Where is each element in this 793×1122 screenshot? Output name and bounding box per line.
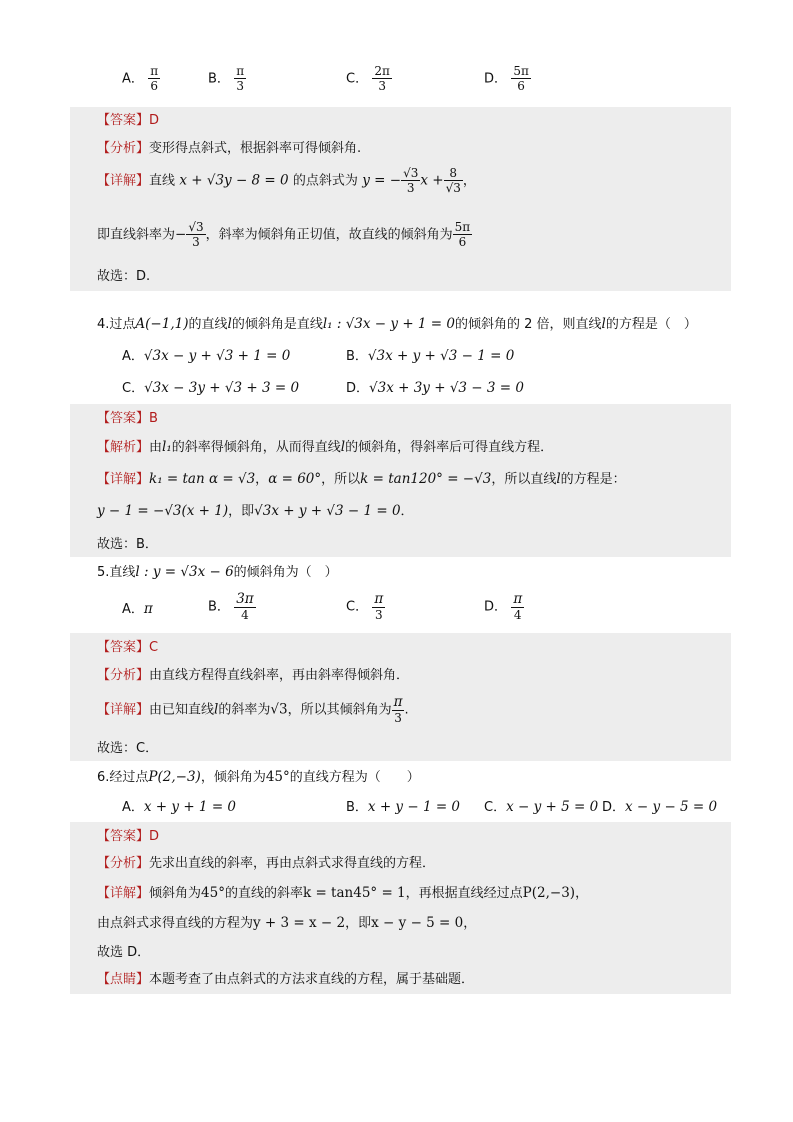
q5-option-d: D． $\frac{\pi}{4}$ <box>484 591 523 623</box>
q5-option-c: C． $\frac{\pi}{3}$ <box>346 591 384 623</box>
q6-option-a: A．x + y + 1 = 0 <box>122 799 237 815</box>
q6-comment: 【点睛】本题考查了由点斜式的方法求直线的方程，属于基础题． <box>97 972 475 987</box>
q4-option-d: D．√3x + 3y + √3 − 3 = 0 <box>346 380 524 396</box>
q4-analysis: 【解析】由l₁的斜率得倾斜角，从而得直线l的倾斜角，得斜率后可得直线方程． <box>97 439 554 455</box>
q3-solution-box <box>70 107 731 291</box>
q5-answer: 【答案】C <box>97 640 159 655</box>
q5-option-a: A．π <box>122 601 153 617</box>
q5-option-b: B． $\frac{3\pi}{4}$ <box>208 591 254 623</box>
q5-analysis: 【分析】由直线方程得直线斜率，再由斜率得倾斜角． <box>97 668 410 683</box>
q6-analysis: 【分析】先求出直线的斜率，再由点斜式求得直线的方程． <box>97 856 436 871</box>
q3-option-c: C． $\frac{2\pi}{3}$ <box>346 64 390 94</box>
q6-detail: 【详解】倾斜角为45°的直线的斜率k = tan45° = 1，再根据直线经过点P(2,−3)， <box>97 885 589 901</box>
q3-analysis: 【分析】变形得点斜式，根据斜率可得倾斜角. <box>97 141 362 156</box>
q3-conclusion: 故选：D. <box>97 269 151 284</box>
q4-conclusion: 故选：B． <box>97 537 158 552</box>
q3-option-a: A． $\frac{\pi}{6}$ <box>122 64 159 94</box>
q6-answer: 【答案】D <box>97 829 160 844</box>
q6-stem: 6.经过点P(2,−3)，倾斜角为45°的直线方程为（ ） <box>97 769 420 785</box>
q6-detail-line2: 由点斜式求得直线的方程为y + 3 = x − 2，即x − y − 5 = 0， <box>97 915 477 931</box>
q6-option-b: B．x + y − 1 = 0 <box>346 799 461 815</box>
q6-conclusion: 故选 D． <box>97 945 151 960</box>
q4-option-b: B．√3x + y + √3 − 1 = 0 <box>346 348 515 364</box>
q5-conclusion: 故选：C． <box>97 741 159 756</box>
q5-stem: 5.直线l : y = √3x − 6的倾斜角为（ ） <box>97 564 338 580</box>
q4-option-c: C．√3x − 3y + √3 + 3 = 0 <box>122 380 300 396</box>
q3-option-d: D． $\frac{5\pi}{6}$ <box>484 64 529 94</box>
q4-answer: 【答案】B <box>97 411 158 426</box>
q3-option-b: B． $\frac{\pi}{3}$ <box>208 64 245 94</box>
q6-option-d: D．x − y − 5 = 0 <box>602 799 718 815</box>
q3-answer: 【答案】D <box>97 113 160 128</box>
q4-stem: 4.过点A(−1,1)的直线l的倾斜角是直线l₁ : √3x − y + 1 = 0的倾斜角的 2 倍，则直线l的方程是（ ） <box>97 316 697 332</box>
q4-detail: 【详解】k₁ = tan α = √3，α = 60°，所以k = tan120° = −√3，所以直线l的方程是： <box>97 471 626 487</box>
q4-detail-line2: y − 1 = −√3(x + 1)，即√3x + y + √3 − 1 = 0． <box>97 503 414 519</box>
q6-option-c: C．x − y + 5 = 0 <box>484 799 599 815</box>
q3-detail: 【详解】直线 x + √3y − 8 = 0 的点斜式为 y = − $\frac{√3}{3}$ x + $\frac{8}{√3}$ ， <box>97 166 476 196</box>
q3-detail-line2: 即直线斜率为− $\frac{√3}{3}$ ，斜率为倾斜角正切值，故直线的倾斜角为 $\frac{5\pi}{6}$ <box>97 220 471 250</box>
q5-detail: 【详解】由已知直线l的斜率为√3，所以其倾斜角为 $\frac{\pi}{3}$ . <box>97 694 409 726</box>
q4-option-a: A．√3x − y + √3 + 1 = 0 <box>122 348 291 364</box>
